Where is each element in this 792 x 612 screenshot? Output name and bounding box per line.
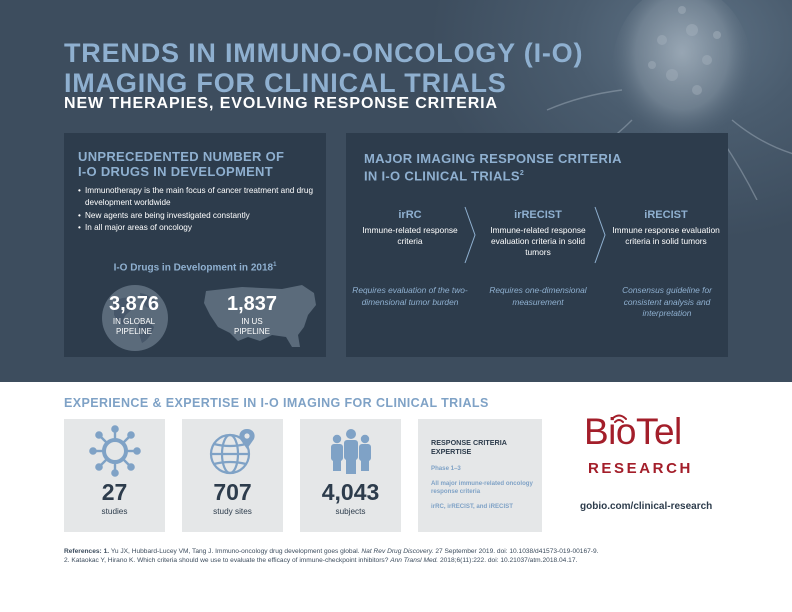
- drugs-panel-heading: UNPRECEDENTED NUMBER OF I-O DRUGS IN DEVELOPMENT: [78, 149, 285, 179]
- globe-pin-icon: [207, 425, 259, 477]
- drugs-2018-heading: I-O Drugs in Development in 2018$^1$: [113, 262, 277, 274]
- expertise-title: RESPONSE CRITERIA EXPERTISE: [431, 438, 507, 456]
- bullet-item: • In all major areas of oncology: [78, 222, 318, 234]
- expertise-card: [418, 419, 542, 532]
- drugs-bullet-list: [78, 185, 318, 235]
- criteria-panel-heading: MAJOR IMAGING RESPONSE CRITERIA IN I-O CLINICAL TRIALS$^2$: [364, 151, 622, 184]
- chevron-right-icon: [463, 205, 477, 265]
- virus-icon: [89, 425, 141, 477]
- criteria-note: Requires one-dimensional measurement: [489, 285, 587, 307]
- references: References: 1. Yu JX, Hubbard-Lucey VM, Tang J. Immuno-oncology drug development goes global. Nat Rev Drug Discovery. 27 September 2019. doi: 10.1038/d41573-019-00167-9. 2. Kataokac Y, Hirano K. Which criteria should we use to evaluate the efficacy of immune-checkpoint inhibitors? Ann Transl Med. 2018;6(11):222. doi: 10.21037/atm.2018.04.17.: [64, 548, 599, 564]
- subjects-card: [300, 419, 401, 532]
- study-sites-count: 707: [213, 479, 252, 505]
- expertise-item: irRC, irRECIST, and iRECIST: [431, 503, 513, 510]
- study-sites-card: [182, 419, 283, 532]
- bullet-item: • New agents are being investigated constantly: [78, 210, 318, 222]
- biotel-logo-research: RESEARCH: [588, 460, 693, 477]
- criteria-note: Requires evaluation of the two-dimensional tumor burden: [352, 285, 468, 307]
- criteria-irecist: iRECIST Immune response evaluation criteria in solid tumors: [612, 209, 720, 246]
- criteria-note: Consensus guideline for consistent analysis and interpretation: [622, 285, 712, 318]
- studies-card: [64, 419, 165, 532]
- website-link[interactable]: gobio.com/clinical-research: [580, 501, 713, 512]
- expertise-item: Phase 1–3: [431, 465, 461, 472]
- bullet-item: • Immunotherapy is the main focus of cancer treatment and drug development worldwide: [78, 185, 318, 209]
- page-subtitle: NEW THERAPIES, EVOLVING RESPONSE CRITERIA: [64, 95, 498, 112]
- us-pipeline-stat: 1,837 IN US PIPELINE: [226, 293, 278, 336]
- people-icon: [325, 425, 377, 477]
- page-title: TRENDS IN IMMUNO-ONCOLOGY (I-O) IMAGING FOR CLINICAL TRIALS: [64, 38, 584, 98]
- criteria-irrc: irRC Immune-related response criteria: [362, 209, 458, 246]
- chevron-right-icon: [593, 205, 607, 265]
- drugs-development-panel: [64, 133, 326, 357]
- biotel-logo: BioTel: [584, 411, 682, 452]
- subjects-label: subjects: [335, 507, 366, 516]
- global-pipeline-stat: 3,876 IN GLOBAL PIPELINE: [108, 293, 160, 336]
- experience-heading: EXPERIENCE & EXPERTISE IN I-O IMAGING FOR CLINICAL TRIALS: [64, 396, 489, 410]
- studies-count: 27: [101, 479, 128, 505]
- study-sites-label: study sites: [213, 507, 252, 516]
- studies-label: studies: [101, 507, 128, 516]
- expertise-item: All major immune-related oncology response criteria: [431, 480, 533, 495]
- subjects-count: 4,043: [321, 479, 380, 505]
- response-criteria-panel: [346, 133, 728, 357]
- criteria-irrecist: irRECIST Immune-related response evaluation criteria in solid tumors: [490, 209, 586, 257]
